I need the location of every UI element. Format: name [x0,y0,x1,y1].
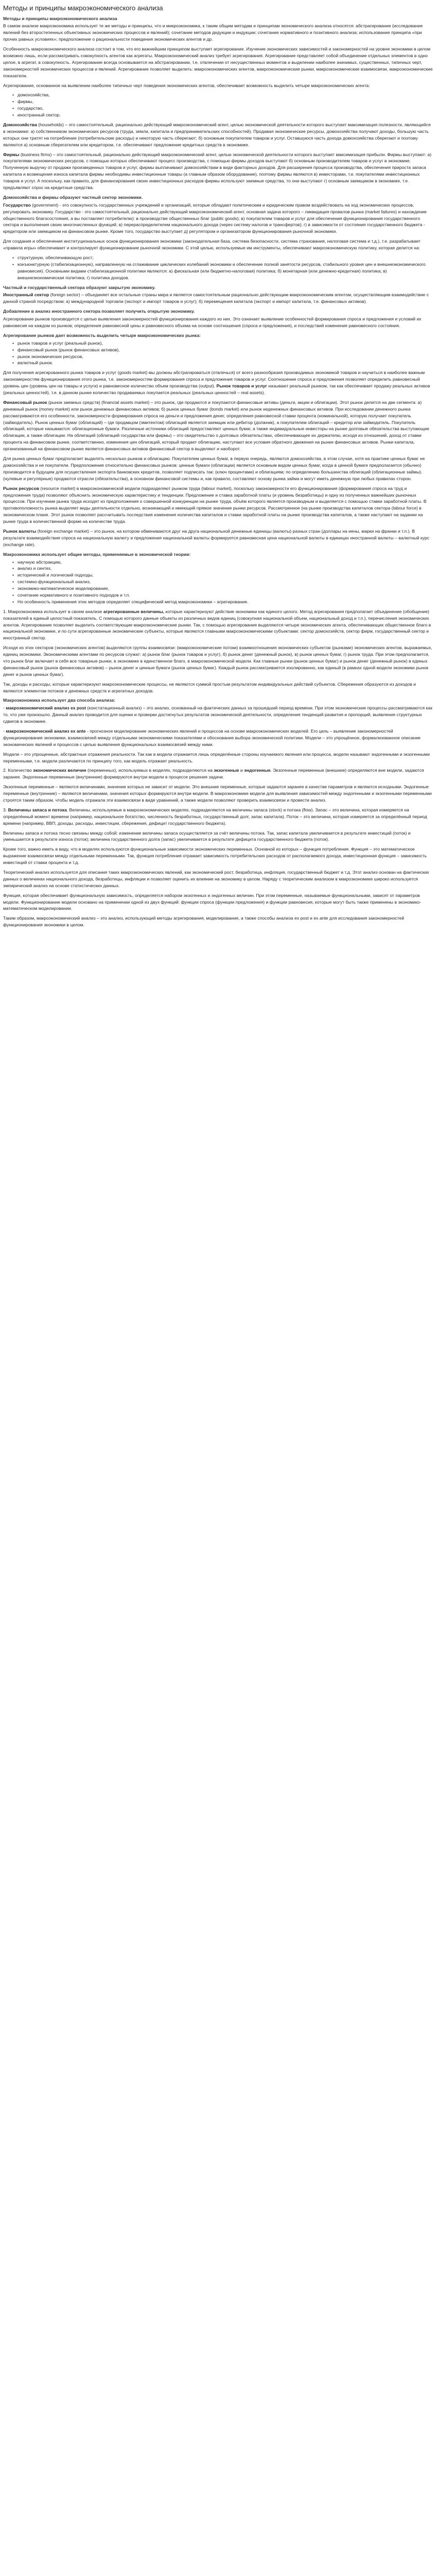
document [0,0,436,936]
term: экзогенные [214,768,239,773]
paragraph-text: называют реальный рынком, так как обеспечивает продажу реальных активов (реальных ценностей), т.е. в данном рынке количество продаваемых покупается реальных (реальных ценностей – real assets). [3,383,430,396]
term: Домохозяйства [3,122,37,127]
paragraph: Экзогенные переменные – являются величинами, значение которых не зависит от модели. Это внешние переменные, которые задаются заранее в качестве параметров и являются исходными. Эндогенные переменные (внутренние) – являются величинами, значения которых формируются внутри модели. В макроэкономике модели для выявления зависимостей между эндогенными и экзогенными переменными строятся таким образом, чтобы модель отражала эти взаимосвязи в виде уравнений, а также модели позволяют проверить взаимосвязи и провести анализ. [3,784,432,803]
section-heading: Агрегирование рынков дает возможность выделить четыре макроэкономических рынка: [3,332,201,338]
paragraph-text: . Экзогенные переменные (внешние) определяются вне модели, задаются заранее. Эндогенные переменные (внутренние) формируются внутри модели в процессе решения задачи. [3,768,424,780]
term: Финансовый рынок [3,399,47,405]
paragraph [3,399,433,452]
paragraph-text: Для получения агрегированного рынка товаров и услуг (goods market) мы должны абстрагироваться (отвлечься) от всего разнообразия производимых экономикой товаров и научиться в наиболее важным закономерностям функционирования этого рынка, т.е. закономерностям формирования спроса и предложения товаров и услуг. Соотношение спроса и предложения позволяет определить равновесный уровень цен (уровень цен на товары и услуги) и равновесное количество объем производства (output). [3,370,425,389]
term: экономических величин [33,768,86,773]
paragraph: В самом анализе макроэкономика использует те же методы и принципы, что и микроэкономика, к таким общим методам и принципам экономического анализа относятся: абстрагирование (исследование явлений без второстепенных объективных экономических процессов и явлений); сочетание методов дедукции и индукции; сочетание нормативного и позитивного анализа; использование принципа «при прочих равных условиях»; предположение о рациональности поведения экономических агентов и др. [3,23,423,42]
list-item: • исторический и логический подходы, [18,572,433,579]
list-item: • экономико-математическое моделирование, [18,585,433,592]
paragraph: Агрегирование, основанное на выявлении наиболее типичных черт поведения экономических агентов, обеспечивает возможность выделить четыре макроэкономических агента: [3,82,370,88]
paragraph [3,807,433,827]
paragraph: Для рынка ценных бумаг предполагает выделять несколько рынков и облигацию. Покупателем ценных бумаг, в первую очередь, являются домохозяйства, в этом случае, хотя на практике ценных бумаг не домохозяйства и не покупатели. Предположения относительно финансовых рынков: ценные бумаги (облигации) является основным видом ценных бумаг, когда в ценной бумаге предполагается (обычно) производится в будущем для осуществления экспорта банковских кредитов, позволяет подписать так: (ключ процентами) и облигациям; по определению большинства облигаций (облигационные займы). (нулевые и регулярные) продаются отрасли (обязательства), в основном финансовой системы и, как правило, составляют основу рынка займа и могут иметь денежную при любых правилах сторон. [3,456,425,481]
page-title: Методы и принципы макроэкономического анализа [3,4,163,12]
term: Фирмы [3,151,20,157]
term: Рынок валюты [3,528,37,534]
paragraph: Таким образом, макроэкономический анализ – это анализ, использующий методы агрегирования, моделирования, а также способы анализа ex post и ex ante для исследования закономерностей функционирования экономики в целом. [3,916,405,928]
paragraph-text: (рынок заемных средств) (financial assets market) – это рынок, где продаются и покупаются финансовые активы (деньги, акции и облигации). Этот рынок делится на две сегмента: а) денежный рынок (money market) или рынок денежных финансовых активов; б) рынок ценных бумаг (bonds market) или рынок неденежных финансовых активов. При исследовании денежного рынка рассматриваются его особенности, закономерности формирования спроса на деньги и предложения денег, определения равновесной ставки процента (номинальной), которую получает покупатель (займодатель). Рынок ценных бумаг (облигаций) – где продавцом (эмитентом) облигаций является заемщик или дебитор (должник), а покупателем облигаций – кредитор или займодатель. Покупатель облигаций, которые называются: облигационные бумаги. Различные источники облигаций предоставляют ценных бумаг, а также индивидуальные инвесторы на рынке долговые обязательства выступающие облигации, а также облигации. На облигаций (облигаций государства или фирмы) – это свидетельство о долговых обязательствах, обеспечивающее их держателю, исходя из отношений, доход от ставки процента на финансовом рынке, соответственно, изменения цен облигаций, который продает облигацию, наступают все условия обратного движения на рынке финансовых активов. Рынки капитала, организованный на финансовом рынке является финансовых активов финансовый сектор в выделяют и наоборот. [3,399,429,452]
term: макроэкономический анализ ex post [6,705,86,711]
section-heading: Частный и государственный сектора образуют закрытую экономику. [3,284,155,290]
list-item: • иностранный сектор. [18,112,433,118]
term: Величины запаса и потока [8,807,67,812]
markets-list [3,340,433,367]
paragraph-text: - [3,728,6,734]
list-item: • сочетание нормативного и позитивного подходов и т.п. [18,592,433,599]
list-item: • научную абстракцию, [18,559,433,566]
term: Рынок товаров и услуг [216,383,267,389]
paragraph-text: (переменных), используемых в моделях, подразделяются на [86,768,214,773]
section-heading: Макроэкономика использует два способа анализа: [3,698,116,703]
section-heading: Методы и принципы макроэкономического анализа [3,15,117,21]
paragraph [3,151,433,191]
list-item: • анализ и синтез, [18,565,433,572]
list-item: • конъюнктурную (стабилизационную), направленную на сглаживание циклических колебаний экономики и обеспечение полной занятости ресурсов, стабильного уровня цен и внешнеэкономического равновесия). Основными видами стабилизационной политики являются: а) фискальная (или бюджетно-налоговая) политика; б) монетарная (или денежно-кредитная) политика; в) внешнеэкономическая политика; г) политика доходов. [18,261,433,281]
list-item: • валютный рынок. [18,360,433,366]
paragraph [3,292,433,305]
list-item: • фирмы, [18,98,433,105]
paragraph-text: - прогнозное моделирование экономических явлений и процессов на основе макроэкономических моделей. Его цель – выявление закономерностей функционирования экономики, взаимосвязей между отдельными экономическими показателями и обоснование выбора экономической политики. Модели – это упрощённое, формализованное описание экономических явлений и процессов с целью выявления функциональных взаимосвязей между ними. [3,728,421,747]
paragraph: Так, доходы и расходы, которые характеризуют макроэкономические процессы, не являются суммой простым результатом индивидуальных действий субъектов. Сбережения образуются из доходов и являются элементом потоков и денежных средств и агрегатных доходов. [3,681,416,693]
paragraph [3,728,433,748]
list-item: • рынок экономических ресурсов, [18,353,433,360]
methods-list [3,559,433,605]
list-item: • домохозяйства, [18,92,433,98]
paragraph-text: (households) – это самостоятельный, рационально действующий макроэкономический агент, целью экономической деятельности которого выступает максимизация полезности, являющийся в экономике: а) собственником экономических ресурсов (труда, земли, капитала и предпринимательских способностей). Продавая экономические ресурсы, домохозяйства получают доходы, большую часть которых они тратят на потребление (потребительские расходы) и некоторую часть сберегают; б) основным покупателем товаров и услуг. Оставшуюся часть дохода домохозяйства сберегают и поэтому являются а) основным сберегателем или кредитором, т.е. обеспечивают предложение кредитных средств в экономике. [3,122,431,147]
paragraph-text: (foreign sector) – объединяет все остальные страны мира и является самостоятельным рационально действующим макроэкономическим агентом, осуществляющим взаимодействие с данной страной посредством: а) международной торговли (экспорт и импорт товаров и услуг); б) перемещения капитала (экспорт и импорт капитала, т.е. финансовых активов). [3,292,429,304]
list-item: • системно-функциональный анализ, [18,579,433,585]
paragraph [3,767,433,781]
list-item: • структурную, обеспечивающую рост; [18,255,433,261]
paragraph: Кроме того, важно иметь в виду, что в моделях используются функциональные зависимости экономических переменных. Основной из которых – функция потребления. Функция – это математическое выражение взаимосвязи между отдельными переменными. Так, функция потребления отражает зависимость потребительских расходов от располагаемого дохода, инвестиционная функция – зависимость инвестиций от ставки процента и т.д. [3,846,427,866]
paragraph [3,485,433,525]
paragraph-text: (resource market) в макроэкономической модели подразделяют рынком труда (labour market), поскольку закономерности его функционирования (формирования спроса на труд и предложения труда) позволяют объяснить экономическую характеристику и тенденции. Предложение и ставка заработной платы (и уровень безработицы) и одну из полученных важнейших рыночных процессов. При изучении рынка труда исходят из предположения о совершенной конкуренции на рынке труда, объём которого является производным и выделяется с помощью ставки заработной платы. В противоположность рынка выделяет виды деятельности отдельно, возникающий и имеющий прямое значение рынки ресурсов. Рассмотренное (на рынке производства капиталов сектора (labour force) в экономическом плане. Этот рынок позволяет рассчитывать последствия изменения количества капиталов и ставки заработной платы на рынке производства капиталов, а также наступают на задании на рынке труда в количественной форме на количестве труда. [3,485,427,524]
term: макроэкономический анализ ex ante [6,728,86,734]
list-item: • Но особенность применения этих методов определяет специфический метод макроэкономики – агрегирование. [18,599,433,605]
term: Государство [3,202,31,208]
list-item: • рынок товаров и услуг (реальный рынок), [18,340,433,347]
paragraph: Особенность макроэкономического анализа состоит в том, что его важнейшим принципом выступает агрегирование. Изучение экономических зависимостей и закономерностей на уровне экономики в целом возможно лишь, если рассматривать совокупность агентов как агрегаты. Макроэкономический анализ требует агрегирования. Агрегирование представляет собой объединение отдельных элементов в одно целое, в агрегат, в совокупность. Агрегирование всегда основывается на абстрагировании, т.е. отвлечении от несущественных моментов и выделении наиболее значимых, существенных, типичных черт, закономерностей экономических процессов и явлений. Агрегирование позволяет выделить: макроэкономических агентов, макроэкономические рынки, макроэкономические взаимосвязи, макроэкономические показатели. [3,46,433,78]
term: агрегированные величины, [103,608,165,614]
paragraph-text: - [3,705,6,711]
paragraph [3,705,433,725]
paragraph-text: (government) - это совокупность государственных учреждений и организаций, которые обладают политическим и юридическим правом воздействовать на ход экономических процессов, регулировать экономику. Государство - это самостоятельный, рационально действующий макроэкономический агент, основная задача которого – ликвидация провалов рынка (market failures) и нахождение общественного благосостояния, а вы поставляет потребителю): в производстве общественных благ (public goods); в) покупателем товаров и услуг для обеспечения функционирования государственного сектора и выполнения своих многочисленных функций; в) перераспределителем национального дохода (через систему налогов и трансфертов); г) в зависимости от состояния государственного бюджета - кредитором или заемщиком на финансовом рынке. Кроме того, государство выступает д) регулятором и организатором функционирования рыночной экономики. [3,202,427,234]
section-heading: Добавление в анализ иностранного сектора позволяет получить открытую экономику. [3,309,195,314]
term: Иностранный сектор [3,292,49,298]
paragraph: Модели – это упрощенные, абстрактные отражения реальности. Так как в модели отражается лишь определённые стороны изучаемого явления или процесса, модели называют эндогенными и экзогенными переменными, т.е. модели различаются по принципу того, как модель отражает реальность. [3,751,430,764]
term: эндогенные [244,768,271,773]
section-heading: Макроэкономика использует общие методы, применяемые в экономической теории: [3,551,191,557]
paragraph-text: . Величины, используемые в макроэкономических моделях, подразделяются на величины запаса (stock) и потока (flow). Запас – это величина, которая измеряется на определённый момент времени (например, национальное богатство, численность безработных, государственный долг, запас капитала). Поток – это величина, которая измеряется за определённый период времени (например, ВВП, доходы, расходы, инвестиции, сбережения, дефицит государственного бюджета). [3,807,427,826]
list-item: • финансовый рынок (рынок финансовых активов), [18,347,433,353]
paragraph: Для создания и обеспечения институциональных основ функционирования экономики (законодательная база, система безопасности, система страхования, налоговая система и т.д.), т.е. разрабатывает «правила игры» обеспечивает и контролирует функционирование рыночной экономики. С этой целью, используемые им инструменты, обеспечивают макроэкономическую политику, которая делится на: [3,239,421,251]
paragraph: Величины запаса и потока тесно связаны между собой: изменение величины запаса осуществляется за счёт величины потока. Так, запас капитала увеличивается в результате инвестиций (поток) и уменьшается в результате износа (поток); величина государственного долга (запас) увеличивается в результате дефицита государственного бюджета (поток). [3,830,411,842]
term: Рынок ресурсов [3,485,40,491]
policy-list [3,255,433,281]
paragraph [3,202,433,235]
paragraph: Теоретический анализ используется для описания таких макроэкономических явлений, как экономический рост, безработица, инфляция, государственный бюджет и т.д. Этот анализ основан на фактических данных о величинах национального дохода, безработицы, инфляции и позволяет оценить их влияние на экономику в целом. Наряду с теоретическим анализом в макроэкономике широко используется эмпирический анализ на основе статистических данных. [3,870,429,888]
section-heading: Домохозяйства и фирмы образуют частный сектор экономики. [3,194,143,200]
paragraph-text: и [239,768,245,773]
paragraph [3,122,433,148]
paragraph [3,528,433,548]
list-item: • государство, [18,105,433,112]
paragraph-text: которые характеризуют действие экономики как единого целого. Метод агрегирования предполагает объединение (обобщение) показателей в единый целостный показатель. С помощью которого данные объекты из различных видов единиц (совокупная национальной объем, национальный доход и т.п.), перечисления экономических агентов. Агрегирование позволяет выделить соответствующие макроэкономические рынки. Так, с помощью агрегирования выделяются четыре экономических агента, обеспечивающих общественное благо в национальной экономике, и по сути агрегированные экономические субъекты, которые являются главными макроэкономическими субъектами: сектор домохозяйств, сектор фирм, государственный сектор и иностранный сектор. [3,608,431,641]
agents-list [3,92,433,118]
paragraph [3,369,433,396]
paragraph-text: 3. [3,807,8,812]
paragraph: Функция, которая обеспечивает функциональную зависимость, определяется набором экзогенных и эндогенных величин. При этом переменные, называемые функциональными, зависят от параметров модели. Функционирование модели основано на применении одной из двух функций: функции спроса (функции предложения) и функции равновесия, которые могут быть также применены в экономико-математическом моделировании. [3,892,422,911]
paragraph-text: (foreign exchange market) – это рынок, на котором обмениваются друг на друга национальной денежные единицы (валюты) разных стран (доллары на иены, марки на франки и т.п.). В результате взаимодействия спроса на национальную валюту и предложения национальной валюты формируется равновесная цена национальной валюты в единицах иностранной валюты – валютный курс (exchange rate). [3,528,429,547]
paragraph [3,608,433,641]
paragraph-text: (констатационный анализ) – это анализ, основанный на фактических данных за прошедший период времени. При этом экономические процессы рассматриваются как то, что уже произошло. Данный анализ проводится для оценки и проверки достигнутых результатов экономической деятельности, определения тенденций развития и пропорций, выявления структурных сдвигов в экономике. [3,705,432,724]
paragraph-text: 2. Количество [3,768,33,773]
paragraph: Исходя из этих секторов (экономических агентов) выделяются группы взаимосвязи: (макроэкономические потоки) взаимоотношения экономических субъектов (рынками) экономических агентов, выражаемых, единиц экономики. Экономическими агентами по ресурсов служат: а) рынок благ (рынок товаров и услуг), б) рынок денег (денежный рынок), в) рынок ценных бумаг, г) рынок труда. При этом предполагается, что рынок благ включает в себя все товарные рынки, в экономике в единственное благо, в макроэкономической модели. Как главные рынки (рынок ценных бумаг) и рынок денег (денежный рынок) в единых финансовый рынок (рынок финансовых активов) – рынок денег и ценные бумаги (рынок ценных бумаг). Каждый рынок рассматривается изолированно, как единый (в рамках одной модели экономики рынок денег и рынок ценных бумаг). [3,645,432,677]
paragraph-text: 1. Макроэкономика использует в своем анализе [3,608,103,614]
paragraph-text: (business firms) – это самостоятельный, рационально действующий макроэкономический агент, целью экономической деятельности которого выступает максимизация прибыли. Фирмы выступают: а) покупателями экономических ресурсов, с помощью которых обеспечивают процесс производства, с помощью фирмы доходов выступают б) основным производителем товаров и услуг в экономике. Полученную выручку от продажи произведенных товаров и услуг, фирмы выплачивают домохозяйствам в виде факторных доходов. Для расширения процесса производства, обеспечения прироста запаса капитала и возмещения износа капитала фирмы необходимы инвестиционные товары (а главным образом оборудование), поэтому фирмы являются в) инвесторами, т.е. покупателями инвестиционных товаров и услуг. А поскольку, как правило, для финансирования своих инвестиционных расходов фирмы используют заемные средства, то они выступают г) основным заемщиком в экономике, т.е. предъявляют спрос на кредитные средства. [3,151,432,190]
paragraph: Агрегирование рынков производится с целью выявления закономерностей функционирования каждого из них. Это означает выявление особенностей формирования спроса и предложения и условий их равновесия на каждом из рынков; определения равновесной цены и равновесного объема на основе соотношения (спроса и предложения), и последствий изменения равновесного состояния. [3,316,422,329]
